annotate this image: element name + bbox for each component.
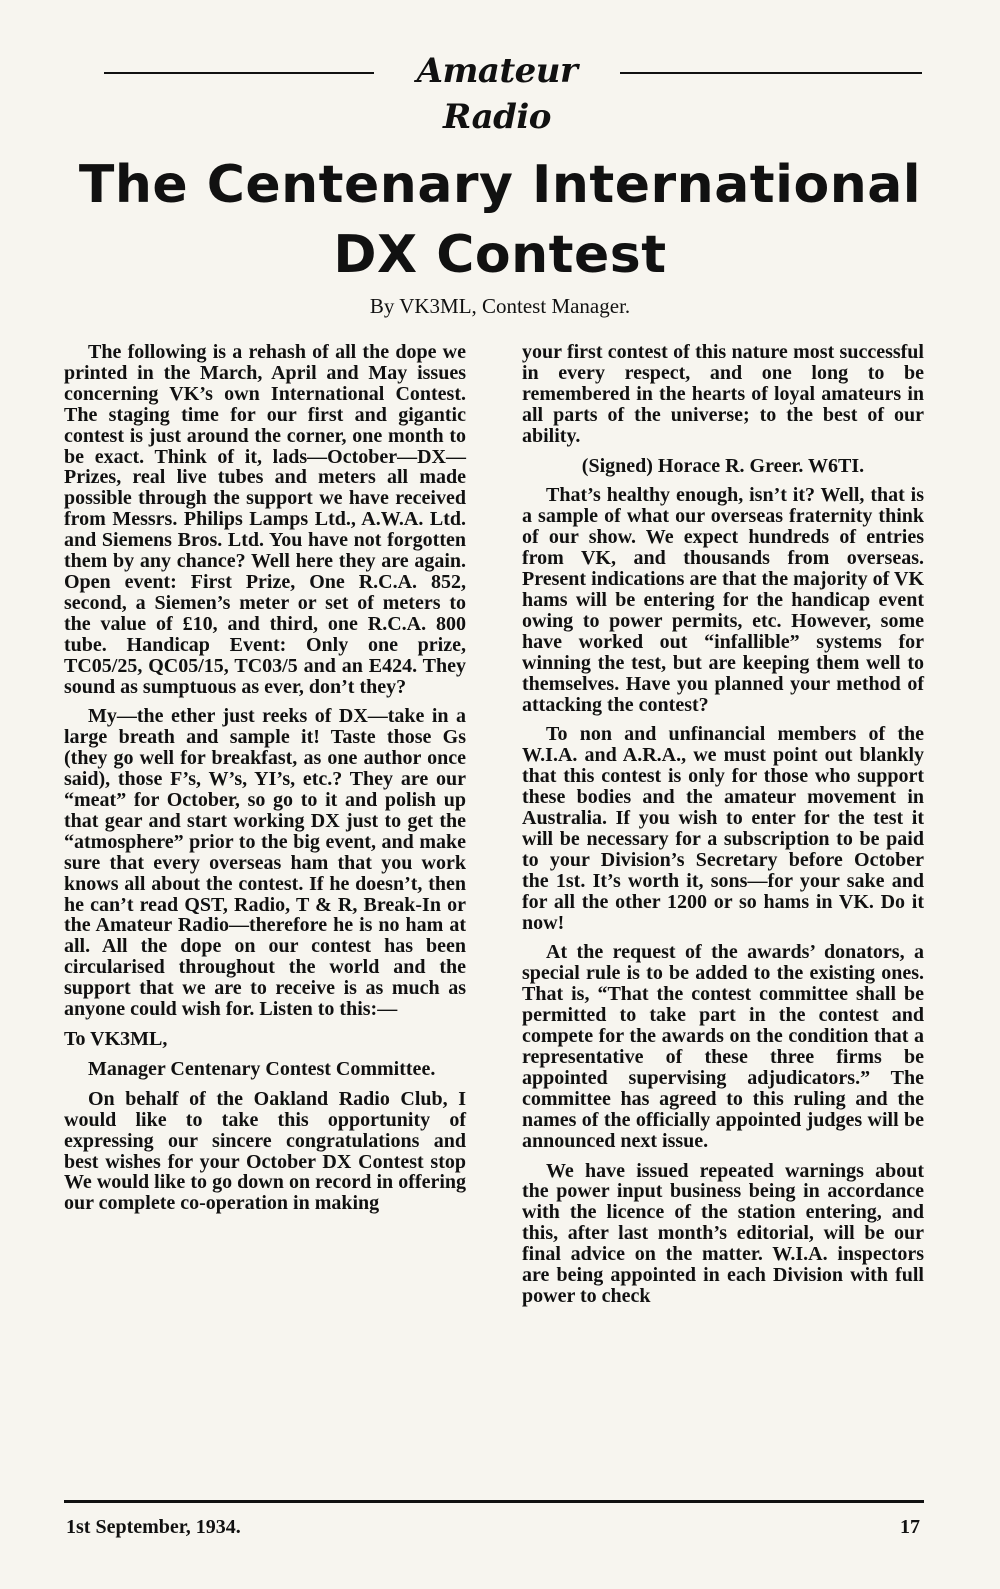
letter-salutation: To VK3ML,	[64, 1028, 168, 1050]
left-column	[64, 342, 466, 1223]
paragraph: That’s healthy enough, isn’t it? Well, that is a sample of what our overseas fraternity think of our show. We expect hundreds of entries from VK, and thousands from overseas. Present indications are that the majority of VK hams will be entering for the handicap event owing to power permits, etc. However, some have worked out “infallible” systems for winning the test, but are keeping them well to themselves. Have you planned your method of attacking the contest?	[522, 484, 924, 716]
paragraph: We have issued repeated warnings about the power input business being in accordance with the licence of the station entering, and this, after last month’s editorial, will be our final advice on the matter. W.I.A. inspectors are being appointed in each Division with full power to check	[522, 1159, 924, 1307]
footer-date: 1st September, 1934.	[66, 1516, 241, 1538]
paragraph: At the request of the awards’ donators, a special rule is to be added to the existing ones. That is, “That the contest committee shall be permitted to take part in the contest and compete for the awards on the condition that a representative of these three firms be appointed supervising adjudicators.” The committee has agreed to this ruling and the names of the officially appointed judges will be announced next issue.	[522, 941, 924, 1152]
masthead-logo: Amateur Radio	[416, 51, 578, 137]
paragraph: To non and unfinancial members of the W.I.A. and A.R.A., we must point out blankly that this contest is only for those who support these bodies and the amateur movement in Australia. If you wish to enter for the test it will be necessary for a subscription to be paid to your Division’s Secretary before October the 1st. It’s worth it, sons—for your sake and for all the other 1200 or so hams in VK. Do it now!	[522, 723, 924, 934]
paragraph: The following is a rehash of all the dope we printed in the March, April and May issues concerning VK’s own International Contest. The staging time for our first and gigantic contest is just around the corner, one month to be exact. Think of it, lads—October—DX—Prizes, real live tubes and meters all made possible through the support we have received from Messrs. Philips Lamps Ltd., A.W.A. Ltd. and Siemens Bros. Ltd. You have not forgotten them by any chance? Well here they are again. Open event: First Prize, One R.C.A. 852, second, a Siemen’s meter or set of meters to the value of £10, and third, one R.C.A. 800 tube. Handicap Event: Only one prize, TC05/25, QC05/15, TC03/5 and an E424. They sound as sumptuous as ever, don’t they?	[64, 341, 466, 698]
paragraph: My—the ether just reeks of DX—take in a large breath and sample it! Taste those Gs (they go well for breakfast, as one author once said), those F’s, W’s, YI’s, etc.? They are our “meat” for October, so go to it and polish up that gear and start working DX just to get the “atmosphere” prior to the big event, and make sure that every overseas ham that you work knows all about the contest. If he doesn’t, then he can’t read QST, Radio, T & R, Break-In or the Amateur Radio—therefore he is no ham at all. All the dope on our contest has been circularised throughout the world and the support that we are to receive is as much as anyone could wish for. Listen to this:—	[64, 705, 466, 1021]
footer-rule	[64, 1500, 924, 1503]
masthead-rule-left	[104, 72, 374, 74]
paragraph: your first contest of this nature most successful in every respect, and one long to be remembered in the hearts of loyal amateurs in all parts of the universe; to the best of our ability.	[522, 341, 924, 447]
page-number: 17	[900, 1516, 920, 1538]
masthead-rule-right	[620, 72, 922, 74]
masthead	[104, 48, 922, 137]
article-title: The Centenary International DX Contest	[78, 155, 922, 285]
article-byline: By VK3ML, Contest Manager.	[369, 294, 631, 318]
letter-addressee: Manager Centenary Contest Committee.	[88, 1057, 436, 1080]
letter-signature: (Signed) Horace R. Greer. W6TI.	[581, 454, 865, 477]
paragraph: On behalf of the Oakland Radio Club, I would like to take this opportunity of expressing our sincere congratulations and best wishes for your October DX Contest stop We would like to go down on record in offering our complete co-operation in making	[64, 1087, 466, 1215]
right-column	[522, 342, 924, 1316]
